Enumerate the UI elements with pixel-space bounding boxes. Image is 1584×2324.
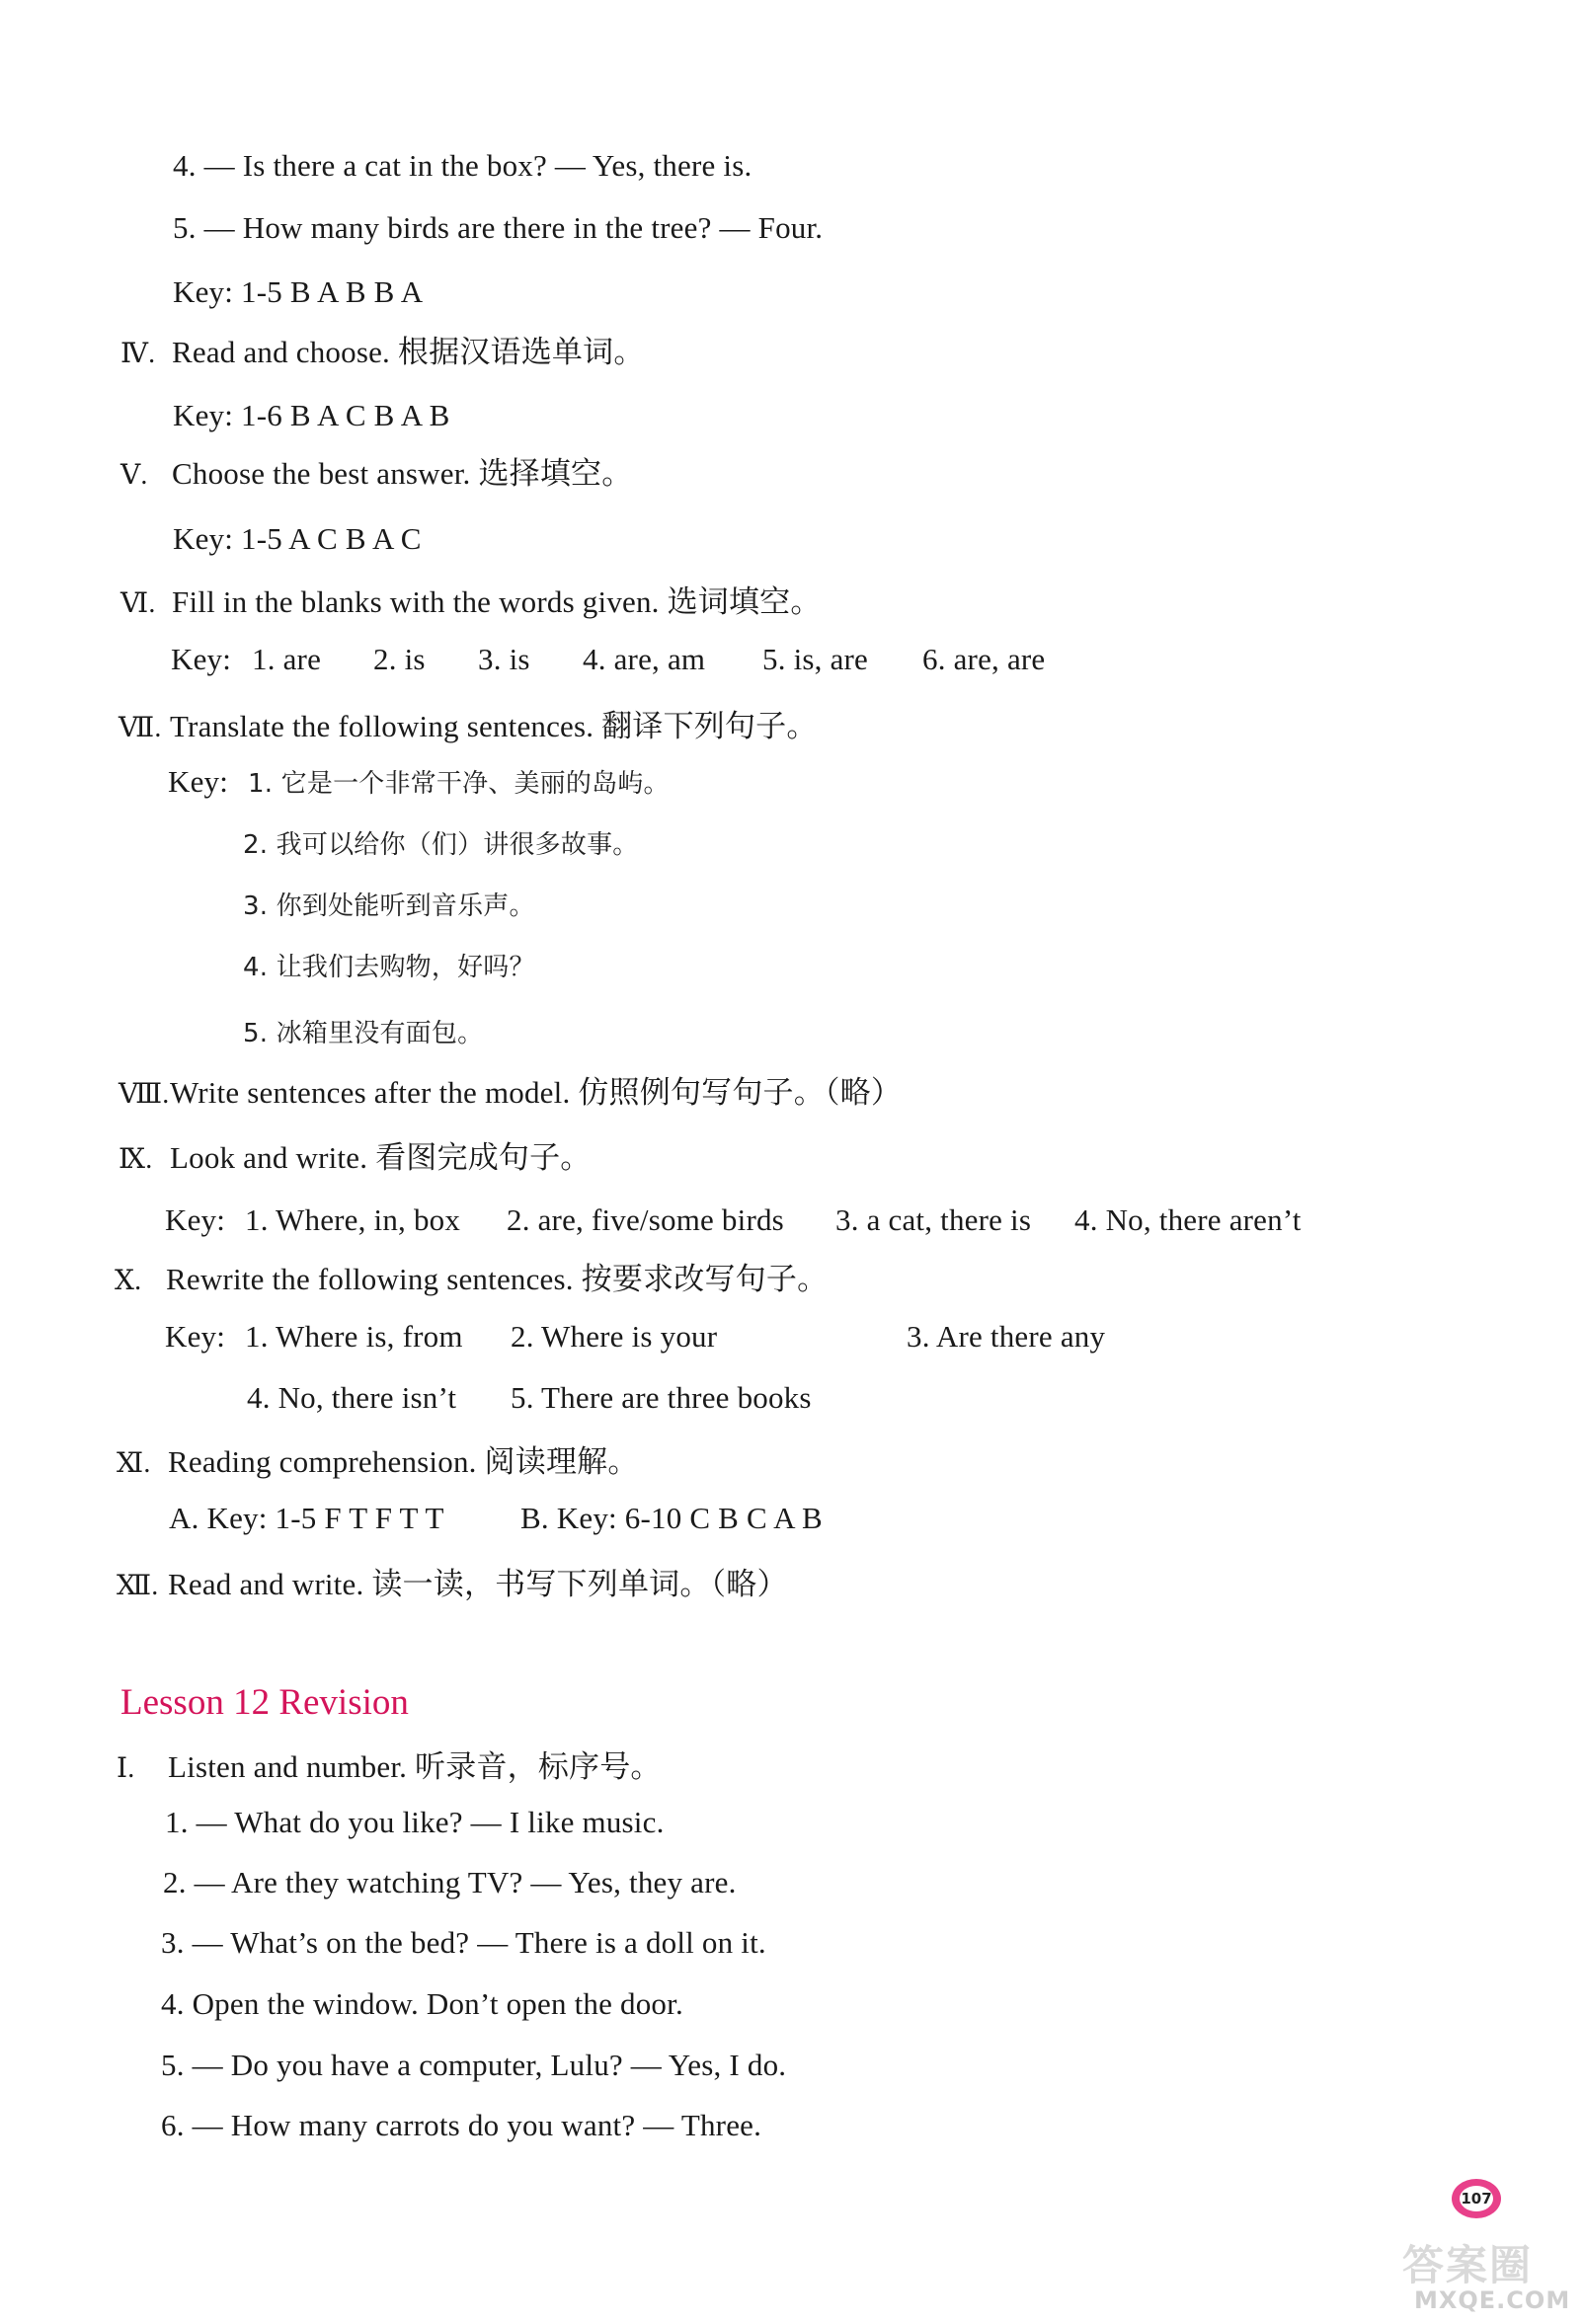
answer: 4. No, there isn’t [247, 1380, 457, 1415]
answer: 3. Are there any [907, 1319, 1106, 1354]
answer: 3. a cat, there is [835, 1202, 1032, 1237]
watermark-logo: 答案圈 [1402, 2241, 1534, 2289]
answer: 1. 它是一个非常干净、美丽的岛屿。 [248, 769, 670, 799]
answer: 4. are, am [583, 642, 706, 676]
page-number-badge [1452, 2179, 1501, 2218]
section-10-heading [115, 1260, 828, 1301]
key-label: Key: [168, 764, 229, 799]
answer: 3. 你到处能听到音乐声。 [243, 891, 535, 921]
answer: 3. is [478, 642, 530, 676]
answer: 6. are, are [922, 642, 1046, 676]
section-9-heading [119, 1138, 592, 1180]
watermark-url: MXQE.COM [1414, 2286, 1571, 2314]
answer: 5. is, are [762, 642, 869, 676]
question-5: 5. — How many birds are there in the tree? — Four. [173, 210, 824, 245]
lesson-title: Lesson 12 Revision [120, 1682, 409, 1723]
section-title: Read and choose. 根据汉语选单词。 [172, 335, 645, 369]
section-title: Rewrite the following sentences. 按要求改写句子。 [166, 1262, 829, 1296]
section-11-heading [117, 1442, 639, 1484]
section-number: Ⅷ. [119, 1079, 170, 1110]
answer: 1. Where, in, box [245, 1202, 461, 1237]
section-number: Ⅹ. [115, 1266, 142, 1296]
key-section-5: Key: 1-5 A C B A C [173, 521, 422, 556]
section-number: Ⅵ. [120, 588, 156, 619]
section-title: Translate the following sentences. 翻译下列句子。 [170, 709, 818, 743]
section-number: Ⅶ. [119, 713, 162, 743]
section-title: Reading comprehension. 阅读理解。 [168, 1444, 639, 1479]
answer: 1. are [252, 642, 322, 676]
answer: 2. Where is your [511, 1319, 718, 1354]
section-4-heading [120, 333, 645, 374]
section-6-heading [120, 582, 822, 624]
answer: 1. Where is, from [245, 1319, 463, 1354]
answer: 5. 冰箱里没有面包。 [243, 1019, 484, 1048]
key-section-11 [0, 1499, 1584, 1538]
key-label: Key: [171, 642, 232, 676]
section-title: Listen and number. 听录音，标序号。 [168, 1749, 662, 1784]
question-4: 4. — Is there a cat in the box? — Yes, there is. [173, 148, 752, 183]
section-7-heading [119, 707, 818, 748]
section-title: Look and write. 看图完成句子。 [170, 1140, 592, 1175]
section-number: Ⅴ. [120, 460, 148, 491]
section-title: Write sentences after the model. 仿照例句写句子。（略） [170, 1075, 903, 1110]
listening-item: 5. — Do you have a computer, Lulu? — Yes, I do. [161, 2048, 787, 2082]
key-b: B. Key: 6-10 C B C A B [520, 1501, 823, 1535]
section-8-heading [119, 1073, 902, 1115]
section-title: Fill in the blanks with the words given. 选词填空。 [172, 584, 822, 619]
answer: 2. is [373, 642, 426, 676]
key-section-6 [0, 640, 1584, 679]
section-number: Ⅸ. [119, 1144, 153, 1175]
key-section-3: Key: 1-5 B A B B A [173, 274, 424, 309]
section-number: Ⅰ. [117, 1753, 135, 1784]
key-section-4: Key: 1-6 B A C B A B [173, 398, 450, 432]
section-number: Ⅳ. [120, 339, 156, 369]
listening-item: 1. — What do you like? — I like music. [165, 1805, 665, 1839]
page-number: 107 [1460, 2186, 1493, 2211]
section-title: Read and write. 读一读，书写下列单词。（略） [168, 1567, 788, 1601]
section-5-heading [120, 454, 632, 496]
answer: 4. 让我们去购物，好吗？ [243, 953, 535, 982]
answer: 4. No, there aren’t [1074, 1202, 1302, 1237]
lesson-section-1-heading [117, 1747, 662, 1789]
section-number: Ⅺ. [117, 1448, 151, 1479]
listening-item: 3. — What’s on the bed? — There is a doll on it. [161, 1925, 766, 1960]
listening-item: 6. — How many carrots do you want? — Three. [161, 2108, 762, 2142]
section-number: Ⅻ. [117, 1571, 159, 1601]
key-section-10-row-2 [0, 1378, 1584, 1418]
key-section-9 [0, 1201, 1584, 1240]
answer: 5. There are three books [511, 1380, 812, 1415]
answer: 2. 我可以给你（们）讲很多故事。 [243, 830, 639, 860]
answer: 2. are, five/some birds [507, 1202, 784, 1237]
key-a: A. Key: 1-5 F T F T T [169, 1501, 444, 1535]
key-label: Key: [165, 1202, 226, 1237]
section-12-heading [117, 1565, 788, 1606]
key-label: Key: [165, 1319, 226, 1354]
listening-item: 4. Open the window. Don’t open the door. [161, 1986, 683, 2021]
listening-item: 2. — Are they watching TV? — Yes, they are. [163, 1865, 737, 1899]
key-section-7 [168, 762, 670, 804]
section-title: Choose the best answer. 选择填空。 [172, 456, 633, 491]
key-section-10-row-1 [0, 1317, 1584, 1356]
